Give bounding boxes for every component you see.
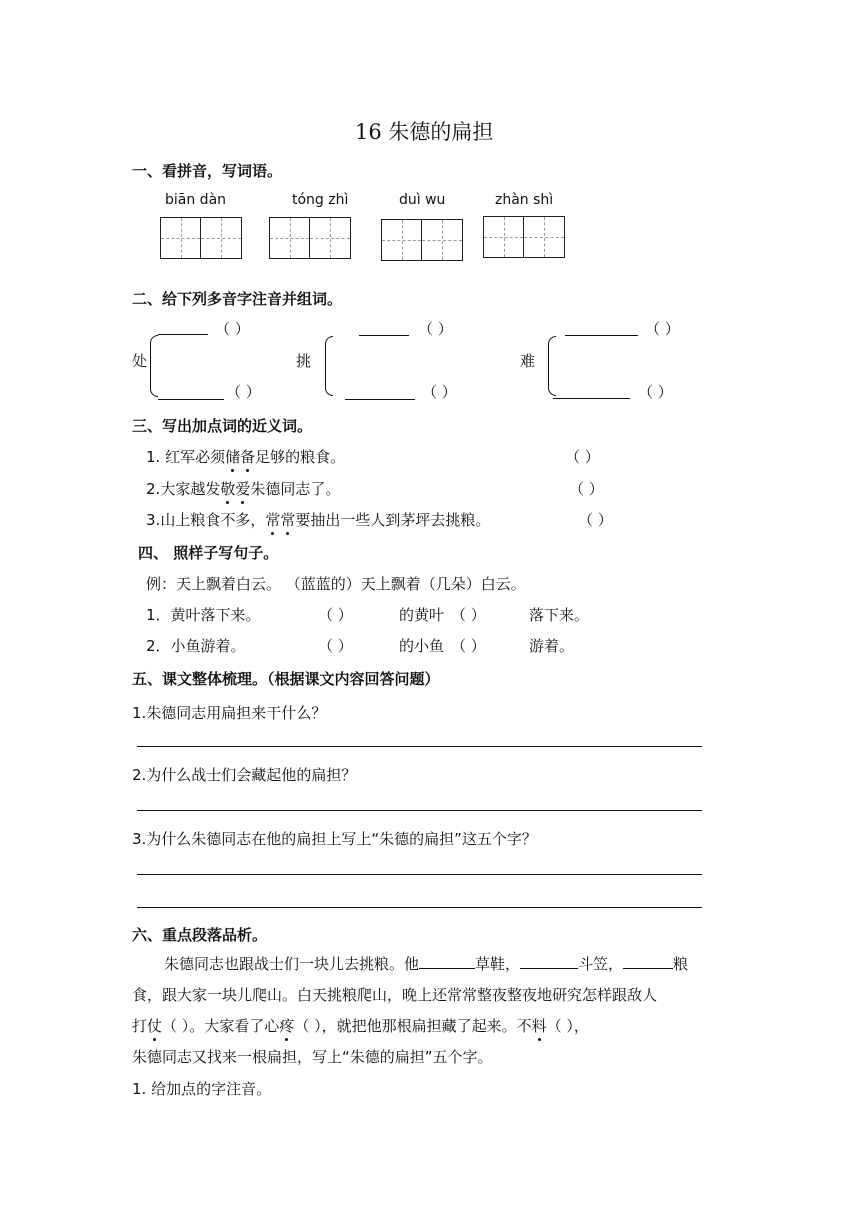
passage-line-2: 食，跟大家一块儿爬山。白天挑粮爬山，晚上还常常整夜整夜地研究怎样跟敌人 xyxy=(132,986,658,1004)
brace-1 xyxy=(150,335,158,397)
answer-paren[interactable]: （ ） xyxy=(569,480,604,498)
section-2-heading: 二、给下列多音字注音并组词。 xyxy=(132,290,343,308)
question-1: 1.朱德同志用扁担来干什么？ xyxy=(132,704,327,722)
synonym-item-2: 2.大家越发敬爱朱德同志了。 xyxy=(146,480,341,498)
answer-paren[interactable]: （ ） xyxy=(318,637,353,655)
synonym-item-3: 3.山上粮食不多，常常要抽出一些人到茅坪去挑粮。 xyxy=(146,511,491,529)
pinyin-paren: （ ） xyxy=(215,320,250,338)
dotted-char: 敬 xyxy=(220,480,236,498)
answer-line[interactable] xyxy=(137,874,702,875)
answer-paren[interactable]: （ ） xyxy=(578,511,613,529)
passage-blank[interactable] xyxy=(419,954,475,969)
dotted-char: 疼 xyxy=(279,1017,295,1035)
answer-line[interactable] xyxy=(137,907,702,908)
pinyin-paren: （ ） xyxy=(226,383,261,401)
dotted-char: 备 xyxy=(240,448,256,466)
answer-line[interactable] xyxy=(137,810,702,811)
writing-grid-4[interactable] xyxy=(483,216,565,258)
section-1-heading: 一、看拼音，写词语。 xyxy=(132,162,283,180)
sentence-row-2-end: 游着。 xyxy=(529,637,575,655)
dotted-char: 料 xyxy=(531,1017,547,1035)
polyphone-char-2: 挑 xyxy=(296,352,312,370)
brace-3 xyxy=(548,336,556,396)
pinyin-4: zhàn shì xyxy=(495,192,554,208)
example-sentence: 例：天上飘着白云。 （蓝蓝的）天上飘着（几朵）白云。 xyxy=(146,575,526,593)
question-3: 3.为什么朱德同志在他的扁担上写上“朱德的扁担”这五个字？ xyxy=(132,830,537,848)
section-6-heading: 六、重点段落品析。 xyxy=(132,926,268,944)
synonym-item-1: 1. 红军必须储备足够的粮食。 xyxy=(146,448,346,466)
pinyin-paren: （ ） xyxy=(638,383,673,401)
dotted-char: 常 xyxy=(265,511,281,529)
answer-paren[interactable]: （ ） xyxy=(451,637,486,655)
passage-line-4: 朱德同志又找来一根扁担，写上“朱德的扁担”五个字。 xyxy=(132,1048,493,1066)
section-4-heading: 四、 照样子写句子。 xyxy=(138,544,279,562)
section-3-heading: 三、写出加点词的近义词。 xyxy=(132,417,313,435)
section-5-heading: 五、课文整体梳理。（根据课文内容回答问题） xyxy=(132,670,440,688)
sentence-row-2-mid: 的小鱼 xyxy=(399,637,445,655)
dotted-char: 爱 xyxy=(235,480,251,498)
sub-question-1: 1. 给加点的字注音。 xyxy=(132,1080,272,1098)
pinyin-1: biān dàn xyxy=(165,192,227,208)
brace-2 xyxy=(325,336,333,396)
answer-paren[interactable]: （ ） xyxy=(318,606,353,624)
answer-line[interactable] xyxy=(137,746,702,747)
page-title: 16 朱德的扁担 xyxy=(355,120,494,144)
passage-line-3: 打仗（ ）。大家看了心疼（ ），就把他那根扁担藏了起来。不料（ ）， xyxy=(132,1017,589,1035)
passage-line-1: 朱德同志也跟战士们一块儿去挑粮。他 草鞋， 斗笠， 粮 xyxy=(164,955,689,973)
answer-paren[interactable]: （ ） xyxy=(451,606,486,624)
pinyin-paren: （ ） xyxy=(422,383,457,401)
question-2: 2.为什么战士们会藏起他的扁担？ xyxy=(132,766,357,784)
passage-blank[interactable] xyxy=(623,954,673,969)
sentence-row-1-end: 落下来。 xyxy=(529,606,590,624)
word-blank[interactable] xyxy=(345,399,415,400)
word-blank[interactable] xyxy=(158,334,208,335)
polyphone-char-3: 难 xyxy=(520,352,536,370)
writing-grid-1[interactable] xyxy=(160,217,242,259)
passage-blank[interactable] xyxy=(520,954,578,969)
pinyin-paren: （ ） xyxy=(645,320,680,338)
word-blank[interactable] xyxy=(565,335,638,336)
polyphone-char-1: 处 xyxy=(132,352,148,370)
writing-grid-2[interactable] xyxy=(269,217,351,259)
answer-paren[interactable]: （ ） xyxy=(565,448,600,466)
word-blank[interactable] xyxy=(553,398,630,399)
dotted-char: 仗 xyxy=(147,1017,163,1035)
word-blank[interactable] xyxy=(158,399,224,400)
writing-grid-3[interactable] xyxy=(381,219,463,261)
pinyin-2: tóng zhì xyxy=(292,192,349,208)
sentence-row-1-prompt: 1．黄叶落下来。 xyxy=(146,606,261,624)
dotted-char: 储 xyxy=(225,448,241,466)
sentence-row-2-prompt: 2．小鱼游着。 xyxy=(146,637,246,655)
dotted-char: 常 xyxy=(280,511,296,529)
pinyin-3: duì wu xyxy=(399,192,446,208)
pinyin-paren: （ ） xyxy=(418,320,453,338)
word-blank[interactable] xyxy=(359,335,409,336)
sentence-row-1-mid: 的黄叶 xyxy=(399,606,445,624)
